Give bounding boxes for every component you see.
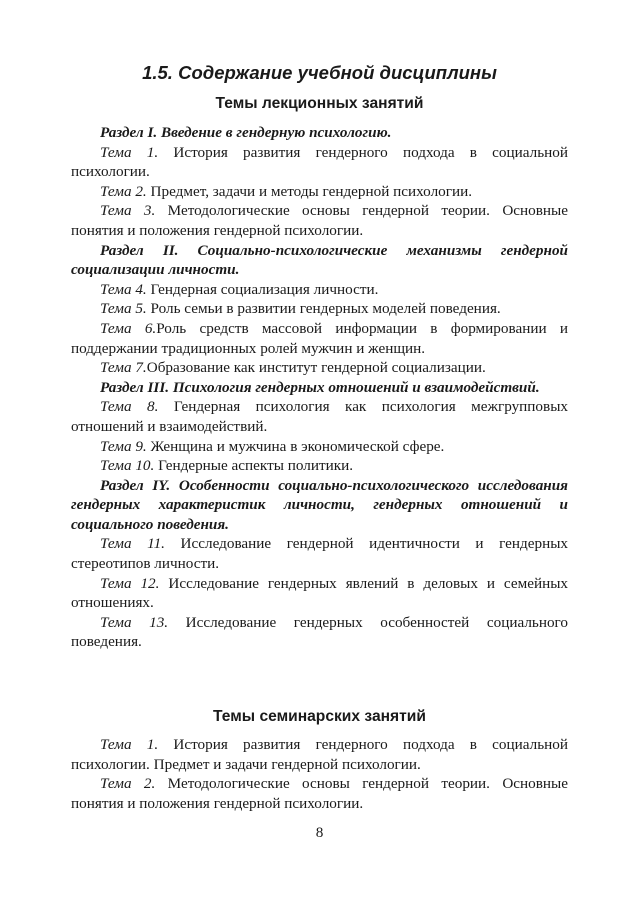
lecture-topic-6	[71, 319, 568, 358]
topic-text: Женщина и мужчина в экономической сфере.	[146, 437, 445, 455]
lecture-topic-13	[71, 613, 568, 652]
topic-label: Тема 7.	[100, 359, 147, 377]
topic-label: Тема 11.	[100, 535, 165, 553]
topic-text: Роль семьи в развитии гендерных моделей поведения.	[146, 300, 501, 318]
seminars-list	[71, 735, 568, 813]
topic-text: Предмет, задачи и методы гендерной психологии.	[146, 182, 473, 200]
razdel-3: Раздел III. Психология гендерных отношений и взаимодействий.	[100, 378, 540, 396]
lecture-topic-7	[71, 358, 568, 378]
razdel-1: Раздел I. Введение в гендерную психологию.	[100, 124, 392, 141]
page-number: 8	[315, 824, 324, 841]
lecture-topic-10	[71, 456, 568, 476]
topic-text: Гендерная социализация личности.	[146, 280, 379, 298]
lecture-topic-5	[71, 299, 568, 319]
lecture-topic-4	[71, 280, 568, 300]
topic-text: Методологические основы гендерной теории. Основные понятия и положения гендерной психологии.	[71, 202, 568, 239]
razdel-4: Раздел IY. Особенности социально-психологического исследования гендерных характеристик личности, гендерных отношений и социального поведения.	[71, 476, 568, 533]
topic-label: Тема 4.	[100, 280, 147, 298]
lecture-topic-8	[71, 397, 568, 436]
topic-text: История развития гендерного подхода в социальной психологии.	[71, 143, 568, 181]
topic-label: Тема 2.	[100, 775, 156, 793]
lecture-topic-1	[71, 143, 568, 182]
topic-text: История развития гендерного подхода в социальной психологии. Предмет и задачи гендерной психологии.	[71, 736, 568, 773]
section-title: 1.5. Содержание учебной дисциплины	[142, 62, 497, 83]
topic-text: Методологические основы гендерной теории. Основные понятия и положения гендерной психологии.	[71, 775, 568, 812]
topic-label: Тема 1.	[100, 736, 159, 753]
topic-label: Тема 12.	[100, 574, 160, 592]
topic-text: Образование как институт гендерной социализации.	[146, 359, 486, 377]
lecture-topic-12	[71, 574, 568, 613]
lecture-topic-2	[71, 182, 568, 202]
lecture-topic-11	[71, 534, 568, 573]
topic-label: Тема 10.	[100, 457, 155, 475]
topic-text: Роль средств массовой информации в формировании и поддержании традиционных ролей мужчин и женщин.	[71, 319, 568, 357]
seminar-topic-2	[71, 774, 568, 813]
topic-label: Тема 3.	[100, 202, 156, 220]
topic-label: Тема 2.	[100, 182, 147, 200]
topic-label: Тема 13.	[100, 613, 169, 631]
seminars-heading: Темы семинарских занятий	[213, 708, 426, 725]
topic-label: Тема 9.	[100, 437, 147, 455]
topic-label: Тема 8.	[100, 398, 159, 416]
topic-label: Тема 1.	[100, 143, 159, 161]
topic-text: Гендерная психология как психология межгрупповых отношений и взаимодействий.	[71, 398, 568, 435]
lecture-topic-9	[71, 437, 568, 457]
topic-label: Тема 5.	[100, 300, 147, 318]
razdel-2: Раздел II. Социально-психологические механизмы гендерной социализации личности.	[71, 241, 568, 279]
topic-text: Исследование гендерной идентичности и гендерных стереотипов личности.	[71, 535, 569, 573]
seminar-topic-1	[71, 735, 568, 774]
topic-text: Гендерные аспекты политики.	[154, 457, 354, 475]
topic-text: Исследование гендерных явлений в деловых и семейных отношениях.	[71, 574, 569, 612]
lectures-heading: Темы лекционных занятий	[215, 95, 424, 112]
lectures-list	[71, 123, 568, 652]
topic-label: Тема 6.	[100, 319, 157, 337]
topic-text: Исследование гендерных особенностей социального поведения.	[71, 613, 568, 651]
lecture-topic-3	[71, 201, 568, 240]
